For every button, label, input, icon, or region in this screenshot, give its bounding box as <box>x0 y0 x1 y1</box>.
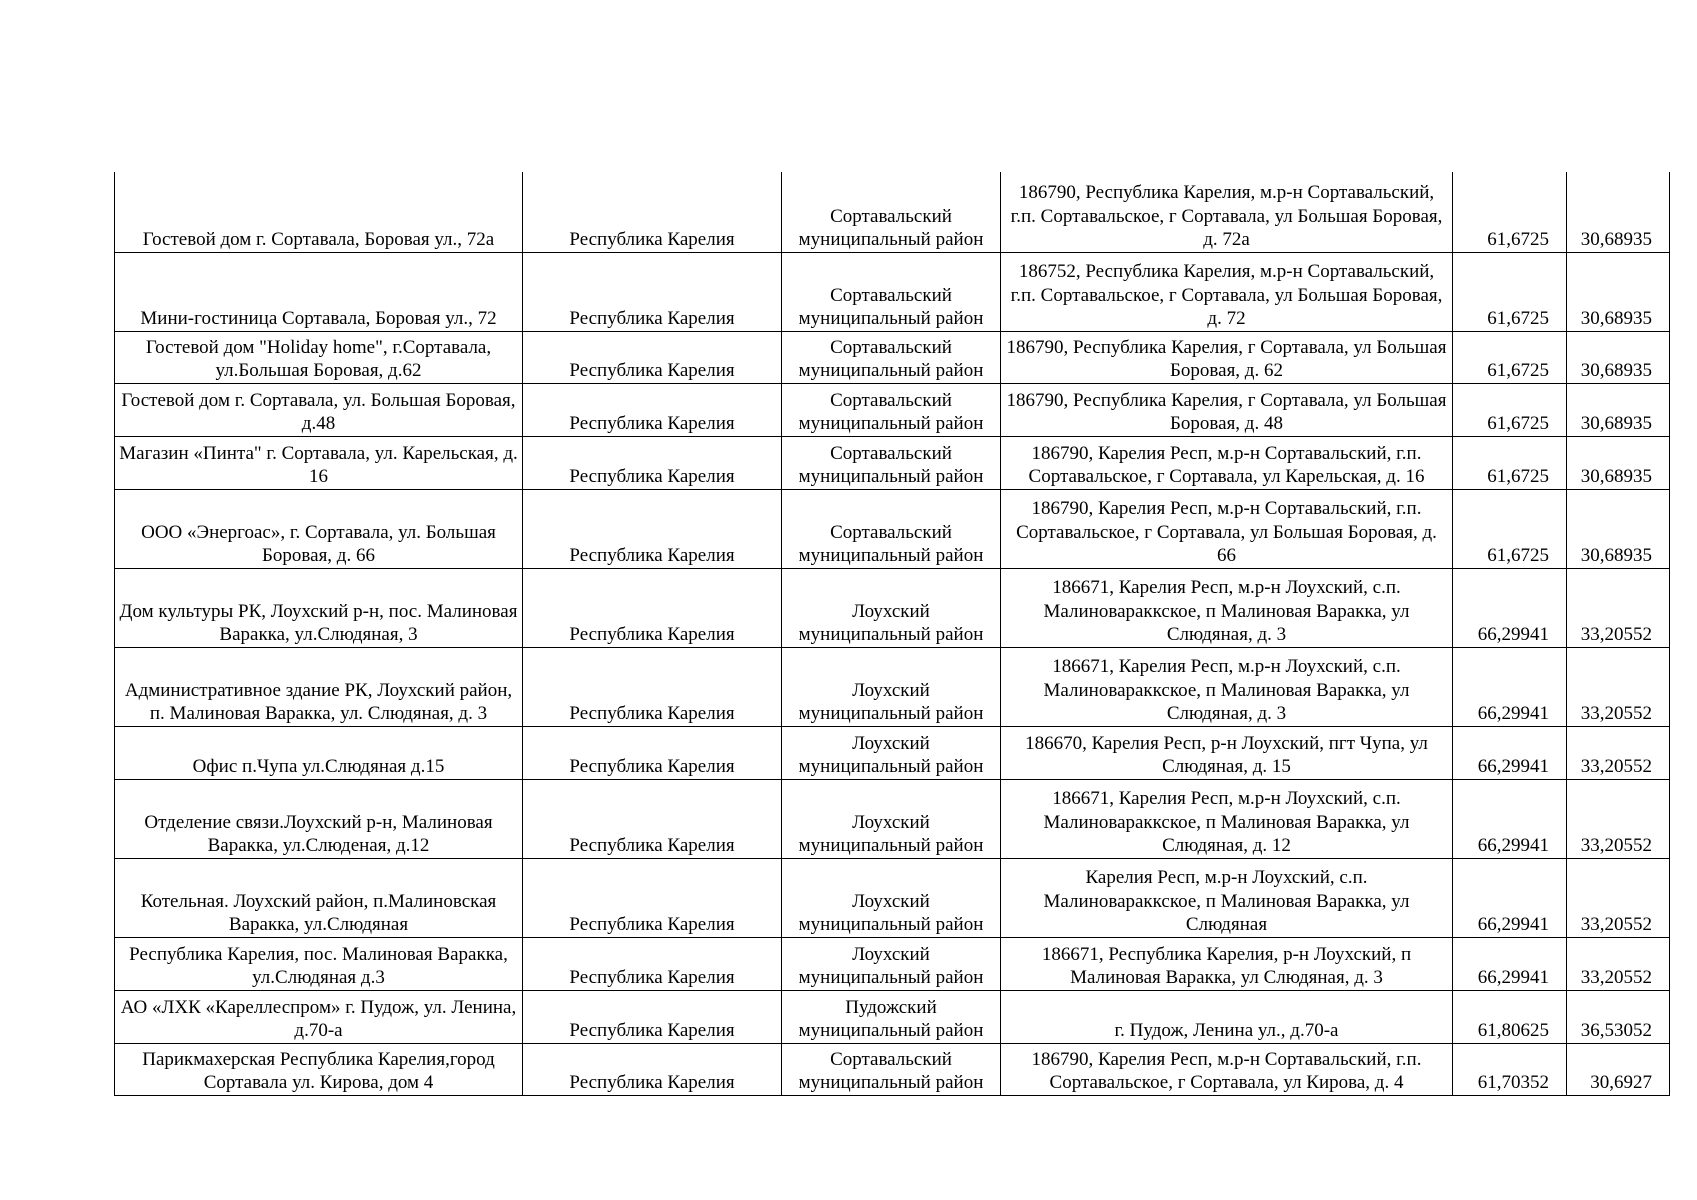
address-cell: 186671, Карелия Респ, м.р-н Лоухский, с.п. Малиновараккское, п Малиновая Варакка, ул Слюдяная, д. 3 <box>1001 647 1453 726</box>
region-cell: Республика Карелия <box>523 937 782 990</box>
address-cell: 186671, Республика Карелия, р-н Лоухский, п Малиновая Варакка, ул Слюдяная, д. 3 <box>1001 937 1453 990</box>
longitude-cell: 33,20552 <box>1567 647 1670 726</box>
address-cell: 186790, Республика Карелия, м.р-н Сортавальский, г.п. Сортавальское, г Сортавала, ул Большая Боровая, д. 72а <box>1001 172 1453 252</box>
table-row <box>115 331 1670 383</box>
object-name-cell: Отделение связи.Лоухский р-н, Малиновая Варакка, ул.Слюденая, д.12 <box>115 779 523 858</box>
table-row <box>115 937 1670 990</box>
longitude-cell: 30,6927 <box>1567 1043 1670 1095</box>
region-cell: Республика Карелия <box>523 990 782 1043</box>
latitude-cell: 61,70352 <box>1453 1043 1567 1095</box>
longitude-cell: 33,20552 <box>1567 779 1670 858</box>
address-cell: 186790, Карелия Респ, м.р-н Сортавальский, г.п. Сортавальское, г Сортавала, ул Большая Боровая, д. 66 <box>1001 489 1453 568</box>
region-cell: Республика Карелия <box>523 647 782 726</box>
region-cell: Республика Карелия <box>523 172 782 252</box>
longitude-cell: 30,68935 <box>1567 172 1670 252</box>
latitude-cell: 61,6725 <box>1453 172 1567 252</box>
region-cell: Республика Карелия <box>523 568 782 647</box>
table-row <box>115 252 1670 331</box>
object-name-cell: Парикмахерская Республика Карелия,город Сортавала ул. Кирова, дом 4 <box>115 1043 523 1095</box>
region-cell: Республика Карелия <box>523 383 782 436</box>
longitude-cell: 30,68935 <box>1567 489 1670 568</box>
latitude-cell: 66,29941 <box>1453 858 1567 937</box>
address-cell: 186790, Карелия Респ, м.р-н Сортавальский, г.п. Сортавальское, г Сортавала, ул Кирова, д. 4 <box>1001 1043 1453 1095</box>
address-cell: 186790, Республика Карелия, г Сортавала, ул Большая Боровая, д. 48 <box>1001 383 1453 436</box>
district-cell: Сортавальский муниципальный район <box>782 489 1001 568</box>
table-row <box>115 858 1670 937</box>
region-cell: Республика Карелия <box>523 1043 782 1095</box>
latitude-cell: 66,29941 <box>1453 568 1567 647</box>
longitude-cell: 30,68935 <box>1567 436 1670 489</box>
table-body <box>115 172 1670 1095</box>
object-name-cell: Административное здание РК, Лоухский район, п. Малиновая Варакка, ул. Слюдяная, д. 3 <box>115 647 523 726</box>
longitude-cell: 33,20552 <box>1567 726 1670 779</box>
object-name-cell: Республика Карелия, пос. Малиновая Варакка, ул.Слюдяная д.3 <box>115 937 523 990</box>
address-cell: 186752, Республика Карелия, м.р-н Сортавальский, г.п. Сортавальское, г Сортавала, ул Большая Боровая, д. 72 <box>1001 252 1453 331</box>
longitude-cell: 33,20552 <box>1567 568 1670 647</box>
district-cell: Сортавальский муниципальный район <box>782 252 1001 331</box>
table-row <box>115 1043 1670 1095</box>
table-row <box>115 779 1670 858</box>
object-name-cell: Дом культуры РК, Лоухский р-н, пос. Малиновая Варакка, ул.Слюдяная, 3 <box>115 568 523 647</box>
address-cell: 186670, Карелия Респ, р-н Лоухский, пгт Чупа, ул Слюдяная, д. 15 <box>1001 726 1453 779</box>
district-cell: Сортавальский муниципальный район <box>782 331 1001 383</box>
table-row <box>115 383 1670 436</box>
object-name-cell: Офис п.Чупа ул.Слюдяная д.15 <box>115 726 523 779</box>
district-cell: Лоухский муниципальный район <box>782 858 1001 937</box>
table-row <box>115 436 1670 489</box>
latitude-cell: 61,6725 <box>1453 489 1567 568</box>
region-cell: Республика Карелия <box>523 858 782 937</box>
region-cell: Республика Карелия <box>523 726 782 779</box>
district-cell: Сортавальский муниципальный район <box>782 436 1001 489</box>
latitude-cell: 61,6725 <box>1453 436 1567 489</box>
district-cell: Сортавальский муниципальный район <box>782 172 1001 252</box>
district-cell: Сортавальский муниципальный район <box>782 1043 1001 1095</box>
address-cell: Карелия Респ, м.р-н Лоухский, с.п. Малиновараккское, п Малиновая Варакка, ул Слюдяная <box>1001 858 1453 937</box>
object-name-cell: Гостевой дом г. Сортавала, ул. Большая Боровая, д.48 <box>115 383 523 436</box>
address-cell: г. Пудож, Ленина ул., д.70-а <box>1001 990 1453 1043</box>
table-row <box>115 172 1670 252</box>
region-cell: Республика Карелия <box>523 489 782 568</box>
district-cell: Пудожский муниципальный район <box>782 990 1001 1043</box>
region-cell: Республика Карелия <box>523 331 782 383</box>
district-cell: Сортавальский муниципальный район <box>782 383 1001 436</box>
longitude-cell: 30,68935 <box>1567 383 1670 436</box>
object-name-cell: Гостевой дом "Holiday home", г.Сортавала, ул.Большая Боровая, д.62 <box>115 331 523 383</box>
latitude-cell: 66,29941 <box>1453 779 1567 858</box>
latitude-cell: 61,6725 <box>1453 331 1567 383</box>
table-row <box>115 726 1670 779</box>
address-table <box>114 172 1670 1096</box>
district-cell: Лоухский муниципальный район <box>782 937 1001 990</box>
longitude-cell: 30,68935 <box>1567 252 1670 331</box>
object-name-cell: ООО «Энергоас», г. Сортавала, ул. Большая Боровая, д. 66 <box>115 489 523 568</box>
address-cell: 186790, Республика Карелия, г Сортавала, ул Большая Боровая, д. 62 <box>1001 331 1453 383</box>
district-cell: Лоухский муниципальный район <box>782 726 1001 779</box>
object-name-cell: АО «ЛХК «Кареллеспром» г. Пудож, ул. Ленина, д.70-а <box>115 990 523 1043</box>
object-name-cell: Котельная. Лоухский район, п.Малиновская Варакка, ул.Слюдяная <box>115 858 523 937</box>
region-cell: Республика Карелия <box>523 436 782 489</box>
object-name-cell: Мини-гостиница Сортавала, Боровая ул., 72 <box>115 252 523 331</box>
address-cell: 186671, Карелия Респ, м.р-н Лоухский, с.п. Малиновараккское, п Малиновая Варакка, ул Слюдяная, д. 3 <box>1001 568 1453 647</box>
longitude-cell: 30,68935 <box>1567 331 1670 383</box>
table-row <box>115 990 1670 1043</box>
object-name-cell: Магазин «Пинта" г. Сортавала, ул. Карельская, д. 16 <box>115 436 523 489</box>
longitude-cell: 33,20552 <box>1567 858 1670 937</box>
district-cell: Лоухский муниципальный район <box>782 779 1001 858</box>
region-cell: Республика Карелия <box>523 779 782 858</box>
latitude-cell: 61,6725 <box>1453 252 1567 331</box>
district-cell: Лоухский муниципальный район <box>782 568 1001 647</box>
latitude-cell: 66,29941 <box>1453 937 1567 990</box>
latitude-cell: 66,29941 <box>1453 726 1567 779</box>
address-cell: 186790, Карелия Респ, м.р-н Сортавальский, г.п. Сортавальское, г Сортавала, ул Карельская, д. 16 <box>1001 436 1453 489</box>
longitude-cell: 33,20552 <box>1567 937 1670 990</box>
region-cell: Республика Карелия <box>523 252 782 331</box>
latitude-cell: 66,29941 <box>1453 647 1567 726</box>
table-row <box>115 489 1670 568</box>
latitude-cell: 61,6725 <box>1453 383 1567 436</box>
district-cell: Лоухский муниципальный район <box>782 647 1001 726</box>
address-cell: 186671, Карелия Респ, м.р-н Лоухский, с.п. Малиновараккское, п Малиновая Варакка, ул Слюдяная, д. 12 <box>1001 779 1453 858</box>
latitude-cell: 61,80625 <box>1453 990 1567 1043</box>
longitude-cell: 36,53052 <box>1567 990 1670 1043</box>
object-name-cell: Гостевой дом г. Сортавала, Боровая ул., 72а <box>115 172 523 252</box>
table-row <box>115 647 1670 726</box>
table-row <box>115 568 1670 647</box>
